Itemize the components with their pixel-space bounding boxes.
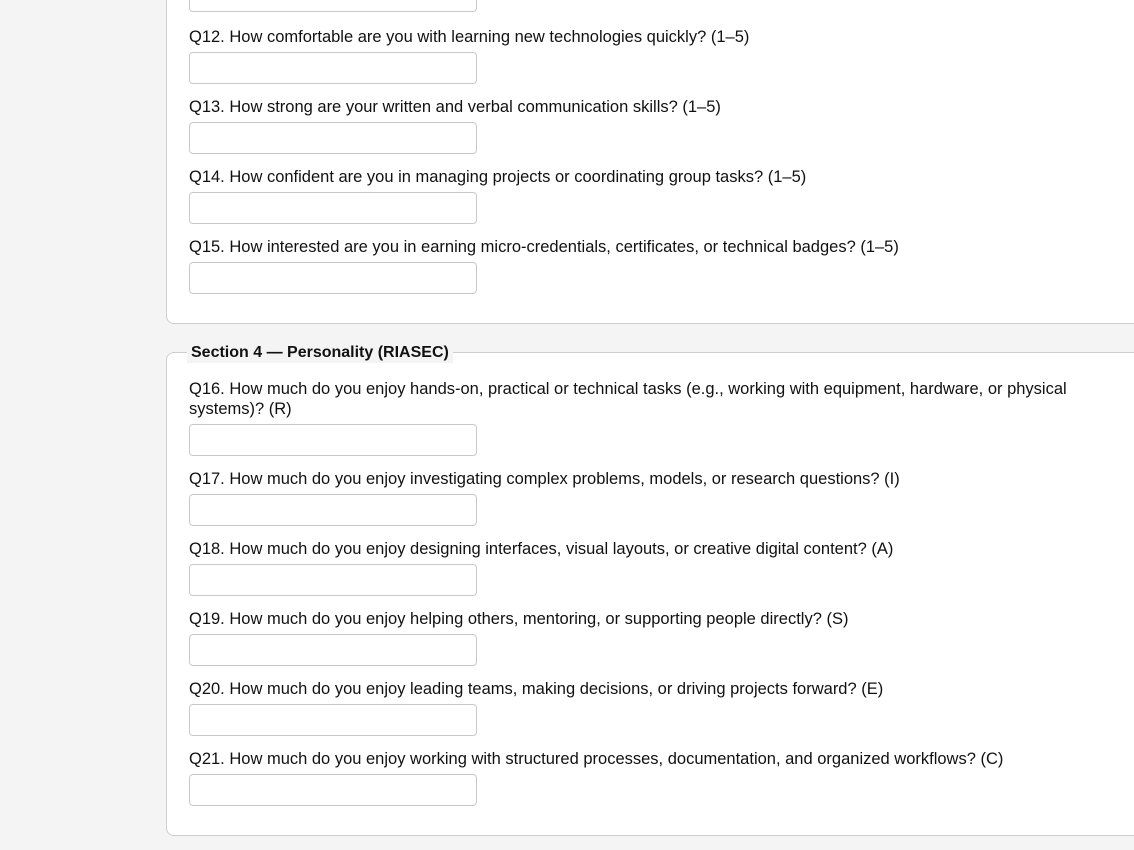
question-q21: [189, 749, 1124, 806]
question-q16: [189, 379, 1124, 456]
section-4-title: Section 4 — Personality (RIASEC): [187, 343, 453, 363]
q17-answer-input[interactable]: [189, 494, 477, 526]
q14-label: Q14. How confident are you in managing projects or coordinating group tasks? (1–5): [189, 168, 807, 186]
q11-answer-input[interactable]: [189, 0, 477, 12]
question-q18: [189, 539, 1124, 596]
q13-answer-input[interactable]: [189, 122, 477, 154]
q12-answer-input[interactable]: [189, 52, 477, 84]
q15-answer-input[interactable]: [189, 262, 477, 294]
q19-answer-input[interactable]: [189, 634, 477, 666]
section-3-fieldset: [166, 0, 1134, 324]
section-4-fieldset: [166, 344, 1134, 836]
question-q17: [189, 469, 1124, 526]
question-q13: [189, 97, 1124, 154]
q13-label: Q13. How strong are your written and verbal communication skills? (1–5): [189, 98, 721, 116]
q18-label: Q18. How much do you enjoy designing interfaces, visual layouts, or creative digital content? (A): [189, 540, 894, 558]
q16-label: Q16. How much do you enjoy hands-on, practical or technical tasks (e.g., working with equipment, hardware, or physical systems)? (R): [189, 380, 1067, 418]
q16-answer-input[interactable]: [189, 424, 477, 456]
question-q19: [189, 609, 1124, 666]
question-q20: [189, 679, 1124, 736]
q20-answer-input[interactable]: [189, 704, 477, 736]
q19-label: Q19. How much do you enjoy helping others, mentoring, or supporting people directly? (S): [189, 610, 849, 628]
q21-label: Q21. How much do you enjoy working with structured processes, documentation, and organized workflows? (C): [189, 750, 1004, 768]
q17-label: Q17. How much do you enjoy investigating complex problems, models, or research questions? (I): [189, 470, 900, 488]
q14-answer-input[interactable]: [189, 192, 477, 224]
q20-label: Q20. How much do you enjoy leading teams, making decisions, or driving projects forward? (E): [189, 680, 884, 698]
q21-answer-input[interactable]: [189, 774, 477, 806]
q12-label: Q12. How comfortable are you with learning new technologies quickly? (1–5): [189, 28, 750, 46]
q18-answer-input[interactable]: [189, 564, 477, 596]
question-q11: [189, 0, 1124, 12]
question-q12: [189, 27, 1124, 84]
question-q14: [189, 167, 1124, 224]
q15-label: Q15. How interested are you in earning micro-credentials, certificates, or technical badges? (1–5): [189, 238, 899, 256]
question-q15: [189, 237, 1124, 294]
